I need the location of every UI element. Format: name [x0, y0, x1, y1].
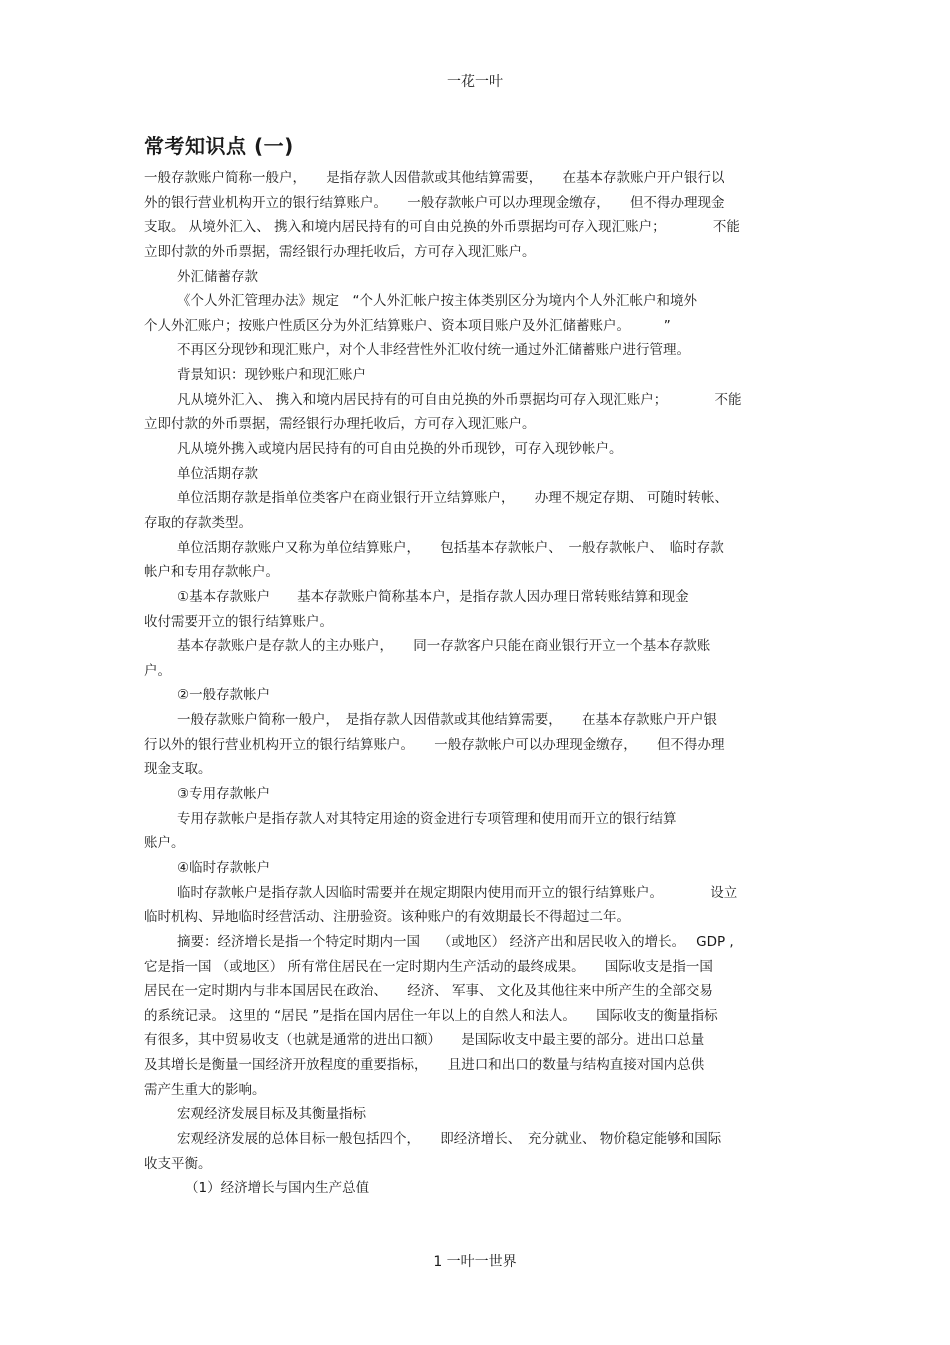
text-line: 摘要：经济增长是指一个特定时期内一国 （或地区） 经济产出和居民收入的增长。 GDP , [177, 933, 734, 950]
text-line: 不再区分现钞和现汇账户，对个人非经营性外汇收付统一通过外汇储蓄账户进行管理。 [177, 342, 690, 359]
text-line: 单位活期存款账户又称为单位结算账户， 包括基本存款帐户、 一般存款帐户、 临时存款 [177, 539, 724, 556]
text-line: 个人外汇账户；按账户性质区分为外汇结算账户、资本项目账户及外汇储蓄账户。 ” [144, 317, 671, 334]
text-line: 宏观经济发展的总体目标一般包括四个， 即经济增长、 充分就业、 物价稳定能够和国际 [177, 1130, 722, 1147]
text-line: 背景知识：现钞账户和现汇账户 [177, 367, 366, 384]
page-header: 一花一叶 [447, 74, 503, 90]
text-line: 立即付款的外币票据，需经银行办理托收后，方可存入现汇账户。 [144, 243, 536, 260]
text-line: 它是指一国 （或地区） 所有常住居民在一定时期内生产活动的最终成果。 国际收支是指一国 [144, 958, 713, 975]
text-line: 临时存款帐户是指存款人因临时需要并在规定期限内使用而开立的银行结算账户。 设立 [177, 884, 738, 901]
text-line: 专用存款帐户是指存款人对其特定用途的资金进行专项管理和使用而开立的银行结算 [177, 810, 677, 827]
text-line: 现金支取。 [144, 761, 212, 778]
text-line: 一般存款账户简称一般户， 是指存款人因借款或其他结算需要， 在基本存款账户开户银 [177, 712, 717, 729]
text-line: 外的银行营业机构开立的银行结算账户。 一般存款帐户可以办理现金缴存， 但不得办理现金 [144, 194, 725, 211]
text-line: 《个人外汇管理办法》规定 “个人外汇帐户按主体类别区分为境内个人外汇帐户和境外 [177, 293, 697, 310]
body-text [144, 166, 806, 1201]
text-line: 有很多，其中贸易收支（也就是通常的进出口额） 是国际收支中最主要的部分。进出口总量 [144, 1032, 705, 1049]
text-line: 需产生重大的影响。 [144, 1081, 266, 1098]
text-line: ②一般存款帐户 [177, 687, 271, 704]
text-line: ④临时存款帐户 [177, 859, 271, 876]
text-line: 单位活期存款是指单位类客户在商业银行开立结算账户， 办理不规定存期、 可随时转帐、 [177, 490, 729, 507]
text-line: 账户。 [144, 835, 185, 852]
text-line: 基本存款账户是存款人的主办账户， 同一存款客户只能在商业银行开立一个基本存款账 [177, 638, 711, 655]
text-line: 居民在一定时期内与非本国居民在政治、 经济、 军事、 文化及其他往来中所产生的全部交易 [144, 983, 713, 1000]
text-line: 户。 [144, 662, 171, 679]
text-line: ①基本存款账户 基本存款账户简称基本户，是指存款人因办理日常转账结算和现金 [177, 588, 689, 605]
section-title: 常考知识点 (一) [144, 134, 294, 158]
text-line: 凡从境外汇入、 携入和境内居民持有的可自由兑换的外币票据均可存入现汇账户； 不能 [177, 391, 742, 408]
text-line: 凡从境外携入或境内居民持有的可自由兑换的外币现钞，可存入现钞帐户。 [177, 441, 623, 458]
text-line: 宏观经济发展目标及其衡量指标 [177, 1106, 366, 1123]
text-line: 及其增长是衡量一国经济开放程度的重要指标， 且进口和出口的数量与结构直接对国内总供 [144, 1057, 705, 1074]
text-line: 一般存款账户简称一般户， 是指存款人因借款或其他结算需要， 在基本存款账户开户银行以 [144, 170, 725, 186]
text-line: （1）经济增长与国内生产总值 [185, 1180, 370, 1197]
text-line: 外汇储蓄存款 [177, 268, 258, 285]
text-line: 单位活期存款 [177, 465, 258, 482]
text-line: 存取的存款类型。 [144, 514, 252, 531]
text-line: 支取。 从境外汇入、 携入和境内居民持有的可自由兑换的外币票据均可存入现汇账户； 不能 [144, 219, 740, 236]
text-line: 收支平衡。 [144, 1155, 212, 1172]
text-line: 行以外的银行营业机构开立的银行结算账户。 一般存款帐户可以办理现金缴存， 但不得办理 [144, 736, 725, 753]
text-line: 帐户和专用存款帐户。 [144, 564, 279, 581]
text-line: 立即付款的外币票据，需经银行办理托收后，方可存入现汇账户。 [144, 416, 536, 433]
text-line: 临时机构、异地临时经营活动、注册验资。该种账户的有效期最长不得超过二年。 [144, 909, 630, 926]
page-footer: 1 一叶一世界 [433, 1254, 517, 1270]
text-line: 收付需要开立的银行结算账户。 [144, 613, 333, 630]
text-line: 的系统记录。 这里的 “居民 ”是指在国内居住一年以上的自然人和法人。 国际收支的衡量指标 [144, 1007, 718, 1024]
text-line: ③专用存款帐户 [177, 786, 271, 803]
